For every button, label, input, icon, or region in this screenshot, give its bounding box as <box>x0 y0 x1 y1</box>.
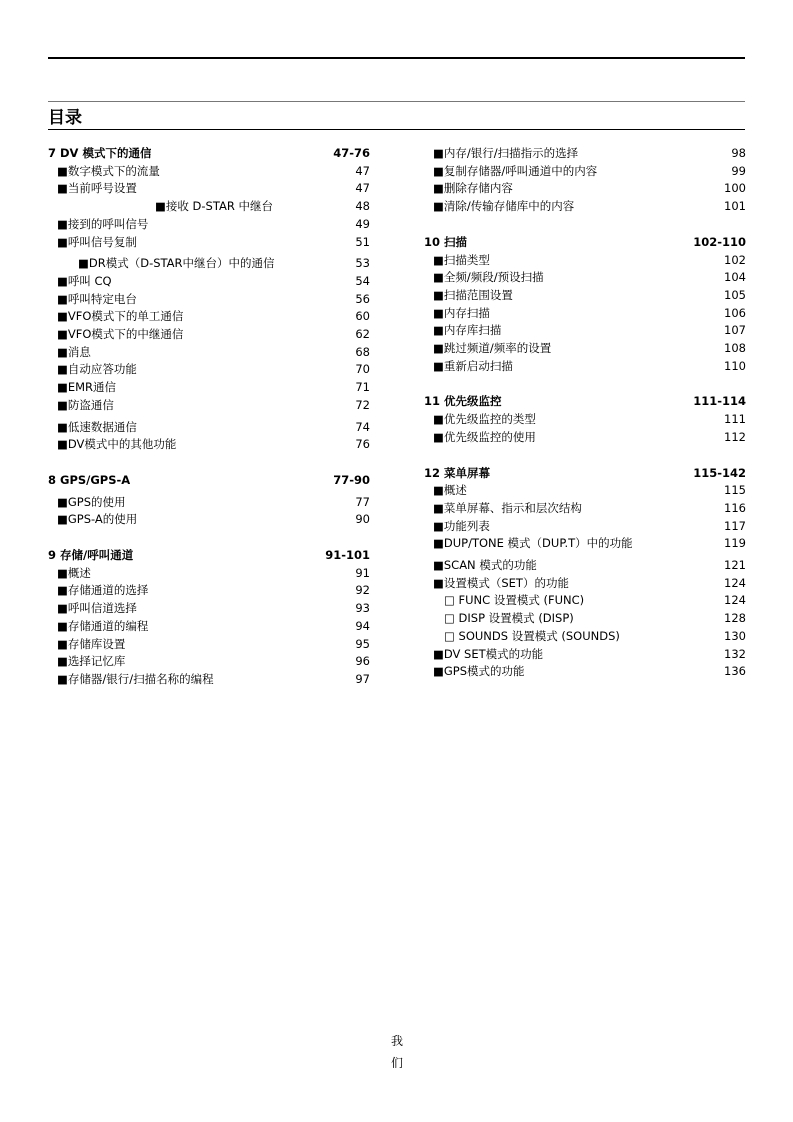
toc-page-number: 128 <box>724 611 746 626</box>
toc-entry[interactable] <box>48 234 370 252</box>
toc-page-number: 111 <box>724 412 746 427</box>
toc-page-number: 54 <box>355 273 370 288</box>
toc-entry-label: ■消息 <box>57 344 91 359</box>
toc-entry[interactable] <box>48 511 370 529</box>
toc-entry-label: ■优先级监控的类型 <box>433 412 536 427</box>
toc-entry-label: ■扫描范围设置 <box>433 287 513 302</box>
toc-page-number: 94 <box>355 618 370 633</box>
footer-text: 我 <box>391 1034 404 1048</box>
top-rule <box>48 57 745 59</box>
toc-page-number: 56 <box>355 291 370 306</box>
toc-entry-label: ■VFO模式下的单工通信 <box>57 309 184 324</box>
toc-page-number: 71 <box>355 380 370 395</box>
toc-entry[interactable] <box>48 653 370 671</box>
toc-page-number: 117 <box>724 518 746 533</box>
toc-entry[interactable] <box>48 618 370 636</box>
toc-page-number: 91 <box>355 565 370 580</box>
toc-page-number: 90 <box>355 512 370 527</box>
toc-entry[interactable] <box>424 628 746 646</box>
toc-entry-label: ■GPS的使用 <box>57 494 126 509</box>
toc-entry-label: ■DV模式中的其他功能 <box>57 437 177 452</box>
toc-entry-label: ■跳过频道/频率的设置 <box>433 341 552 356</box>
toc-page-number: 136 <box>724 664 746 679</box>
toc-entry[interactable] <box>424 592 746 610</box>
spacer <box>424 216 746 234</box>
toc-entry-label: ■低速数据通信 <box>57 419 137 434</box>
toc-entry[interactable] <box>48 582 370 600</box>
toc-page-number: 76 <box>355 437 370 452</box>
toc-entry-label: ■扫描类型 <box>433 252 490 267</box>
toc-entry[interactable] <box>48 565 370 583</box>
toc-page-number: 47 <box>355 163 370 178</box>
toc-entry[interactable] <box>48 308 370 326</box>
toc-entry[interactable] <box>48 600 370 618</box>
toc-entry-label: ■EMR通信 <box>57 380 117 395</box>
toc-entry-label: ■功能列表 <box>433 518 490 533</box>
toc-entry[interactable] <box>424 610 746 628</box>
spacer <box>48 529 370 547</box>
toc-entry[interactable] <box>424 429 746 447</box>
toc-entry-label: ■删除存储内容 <box>433 181 513 196</box>
toc-entry[interactable] <box>48 344 370 362</box>
toc-entry[interactable] <box>48 436 370 454</box>
toc-page-number: 107 <box>724 323 746 338</box>
toc-page-number: 48 <box>355 199 370 214</box>
toc-entry-label: ■菜单屏幕、指示和层次结构 <box>433 500 582 515</box>
toc-page-number: 77-90 <box>333 472 370 487</box>
toc-page-number: 116 <box>724 500 746 515</box>
toc-entry-label: ■清除/传输存储库中的内容 <box>433 199 575 214</box>
toc-page-number: 97 <box>355 671 370 686</box>
toc-entry-label: ■GPS-A的使用 <box>57 512 138 527</box>
spacer <box>424 375 746 393</box>
toc-entry-label: ■DUP/TONE 模式（DUP.T）中的功能 <box>433 536 633 551</box>
toc-entry[interactable] <box>424 269 746 287</box>
toc-page-number: 115 <box>724 483 746 498</box>
toc-entry[interactable] <box>48 255 370 273</box>
toc-entry[interactable] <box>48 326 370 344</box>
toc-page-number: 124 <box>724 575 746 590</box>
toc-entry[interactable] <box>48 180 370 198</box>
toc-entry-label: □ DISP 设置模式 (DISP) <box>444 611 574 626</box>
toc-chapter-heading[interactable] <box>424 393 746 411</box>
toc-entry-label: ■内存库扫描 <box>433 323 502 338</box>
toc-entry-label: ■内存/银行/扫描指示的选择 <box>433 146 579 160</box>
toc-page-number: 95 <box>355 636 370 651</box>
toc-chapter-heading[interactable] <box>48 472 370 490</box>
toc-page-number: 77 <box>355 494 370 509</box>
toc-entry-label: 9 存储/呼叫通道 <box>48 548 134 563</box>
toc-entry[interactable] <box>424 252 746 270</box>
toc-page-number: 119 <box>724 536 746 551</box>
toc-page-number: 108 <box>724 341 746 356</box>
toc-entry[interactable] <box>424 198 746 216</box>
toc-entry-label: ■接收 D-STAR 中继台 <box>155 199 273 214</box>
page-title: 目录 <box>48 108 82 128</box>
toc-entry-label: ■DV SET模式的功能 <box>433 646 544 661</box>
toc-page-number: 102 <box>724 252 746 267</box>
toc-page-number: 53 <box>355 256 370 271</box>
toc-entry-label: ■DR模式（D-STAR中继台）中的通信 <box>78 256 275 271</box>
toc-page-number: 74 <box>355 419 370 434</box>
toc-entry-label: ■防盗通信 <box>57 397 114 412</box>
toc-page-number: 47 <box>355 181 370 196</box>
toc-entry[interactable] <box>48 361 370 379</box>
toc-page-number: 124 <box>724 593 746 608</box>
toc-entry[interactable] <box>424 518 746 536</box>
toc-entry-label: 10 扫描 <box>424 234 468 249</box>
toc-page-number: 47-76 <box>333 146 370 160</box>
toc-page-number: 115-142 <box>693 465 746 480</box>
toc-page-number: 70 <box>355 362 370 377</box>
toc-page-number: 98 <box>731 146 746 160</box>
toc-entry[interactable] <box>424 663 746 681</box>
toc-entry[interactable] <box>48 163 370 181</box>
toc-entry-label: ■全频/频段/预设扫描 <box>433 270 544 285</box>
toc-page-number: 102-110 <box>693 234 746 249</box>
toc-page-number: 62 <box>355 327 370 342</box>
spacer <box>48 454 370 472</box>
toc-entry[interactable] <box>424 322 746 340</box>
toc-entry-label: ■呼叫信道选择 <box>57 601 137 616</box>
toc-entry-label: ■存储通道的编程 <box>57 618 149 633</box>
toc-page-number: 51 <box>355 234 370 249</box>
toc-entry-label: ■SCAN 模式的功能 <box>433 558 537 573</box>
title-underline <box>48 129 745 130</box>
toc-entry[interactable] <box>48 419 370 437</box>
toc-entry[interactable] <box>48 198 370 216</box>
toc-entry-label: ■概述 <box>57 565 91 580</box>
toc-entry[interactable] <box>48 273 370 291</box>
toc-entry[interactable] <box>424 557 746 575</box>
toc-entry-label: ■存储通道的选择 <box>57 583 149 598</box>
toc-entry-label: ■数字模式下的流量 <box>57 163 160 178</box>
toc-page-number: 132 <box>724 646 746 661</box>
toc-entry[interactable] <box>424 575 746 593</box>
toc-entry-label: ■内存扫描 <box>433 305 490 320</box>
toc-page-number: 72 <box>355 397 370 412</box>
toc-entry-label: ■自动应答功能 <box>57 362 137 377</box>
toc-entry[interactable] <box>48 379 370 397</box>
toc-page-number: 101 <box>724 199 746 214</box>
toc-entry-label: ■复制存储器/呼叫通道中的内容 <box>433 163 598 178</box>
toc-chapter-heading[interactable] <box>424 234 746 252</box>
toc-column-right <box>424 145 746 681</box>
toc-page-number: 112 <box>724 429 746 444</box>
toc-entry-label: ■当前呼号设置 <box>57 181 137 196</box>
toc-page-number: 91-101 <box>325 548 370 563</box>
toc-chapter-heading[interactable] <box>48 547 370 565</box>
toc-page-number: 111-114 <box>693 394 746 409</box>
toc-page-number: 68 <box>355 344 370 359</box>
toc-entry[interactable] <box>48 291 370 309</box>
toc-entry[interactable] <box>424 340 746 358</box>
toc-entry-label: ■GPS模式的功能 <box>433 664 525 679</box>
toc-entry-label: ■概述 <box>433 483 467 498</box>
toc-entry[interactable] <box>424 305 746 323</box>
toc-page-number: 92 <box>355 583 370 598</box>
toc-entry[interactable] <box>48 636 370 654</box>
toc-page-number: 130 <box>724 628 746 643</box>
toc-entry[interactable] <box>424 180 746 198</box>
toc-page-number: 110 <box>724 358 746 373</box>
toc-entry-label: 7 DV 模式下的通信 <box>48 146 152 160</box>
toc-entry[interactable] <box>48 494 370 512</box>
toc-entry-label: ■呼叫信号复制 <box>57 234 137 249</box>
toc-entry[interactable] <box>424 358 746 376</box>
toc-page-number: 96 <box>355 654 370 669</box>
toc-page-number: 105 <box>724 287 746 302</box>
toc-entry-label: □ FUNC 设置模式 (FUNC) <box>444 593 585 608</box>
toc-entry-label: ■优先级监控的使用 <box>433 429 536 444</box>
toc-entry[interactable] <box>424 163 746 181</box>
toc-column-left <box>48 145 370 689</box>
toc-entry[interactable] <box>424 411 746 429</box>
toc-entry-label: ■设置模式（SET）的功能 <box>433 575 569 590</box>
toc-entry-label: ■VFO模式下的中继通信 <box>57 327 184 342</box>
toc-entry-label: □ SOUNDS 设置模式 (SOUNDS) <box>444 628 620 643</box>
toc-entry-label: ■存储器/银行/扫描名称的编程 <box>57 671 214 686</box>
toc-entry[interactable] <box>424 482 746 500</box>
toc-entry[interactable] <box>48 671 370 689</box>
toc-page-number: 121 <box>724 558 746 573</box>
spacer <box>424 447 746 465</box>
toc-entry[interactable] <box>424 646 746 664</box>
toc-page-number: 104 <box>724 270 746 285</box>
toc-page-number: 99 <box>731 163 746 178</box>
toc-entry[interactable] <box>424 287 746 305</box>
toc-entry[interactable] <box>424 535 746 553</box>
toc-entry-label: 8 GPS/GPS-A <box>48 472 131 487</box>
toc-entry-label: ■呼叫特定电台 <box>57 291 137 306</box>
toc-entry-label: 11 优先级监控 <box>424 394 502 409</box>
toc-entry-label: ■接到的呼叫信号 <box>57 216 149 231</box>
toc-entry[interactable] <box>48 397 370 415</box>
toc-page-number: 93 <box>355 601 370 616</box>
toc-page-number: 100 <box>724 181 746 196</box>
toc-chapter-heading[interactable] <box>424 465 746 483</box>
toc-page-number: 106 <box>724 305 746 320</box>
toc-entry[interactable] <box>424 145 746 163</box>
toc-entry-label: ■重新启动扫描 <box>433 358 513 373</box>
toc-chapter-heading[interactable] <box>48 145 370 163</box>
toc-entry-label: 12 菜单屏幕 <box>424 465 491 480</box>
toc-page-number: 49 <box>355 216 370 231</box>
toc-page-number: 60 <box>355 309 370 324</box>
toc-entry-label: ■存储库设置 <box>57 636 126 651</box>
footer-text: 们 <box>391 1056 404 1070</box>
toc-entry[interactable] <box>424 500 746 518</box>
title-rule <box>48 101 745 102</box>
toc-entry-label: ■选择记忆库 <box>57 654 126 669</box>
toc-entry[interactable] <box>48 216 370 234</box>
toc-entry-label: ■呼叫 CQ <box>57 273 112 288</box>
